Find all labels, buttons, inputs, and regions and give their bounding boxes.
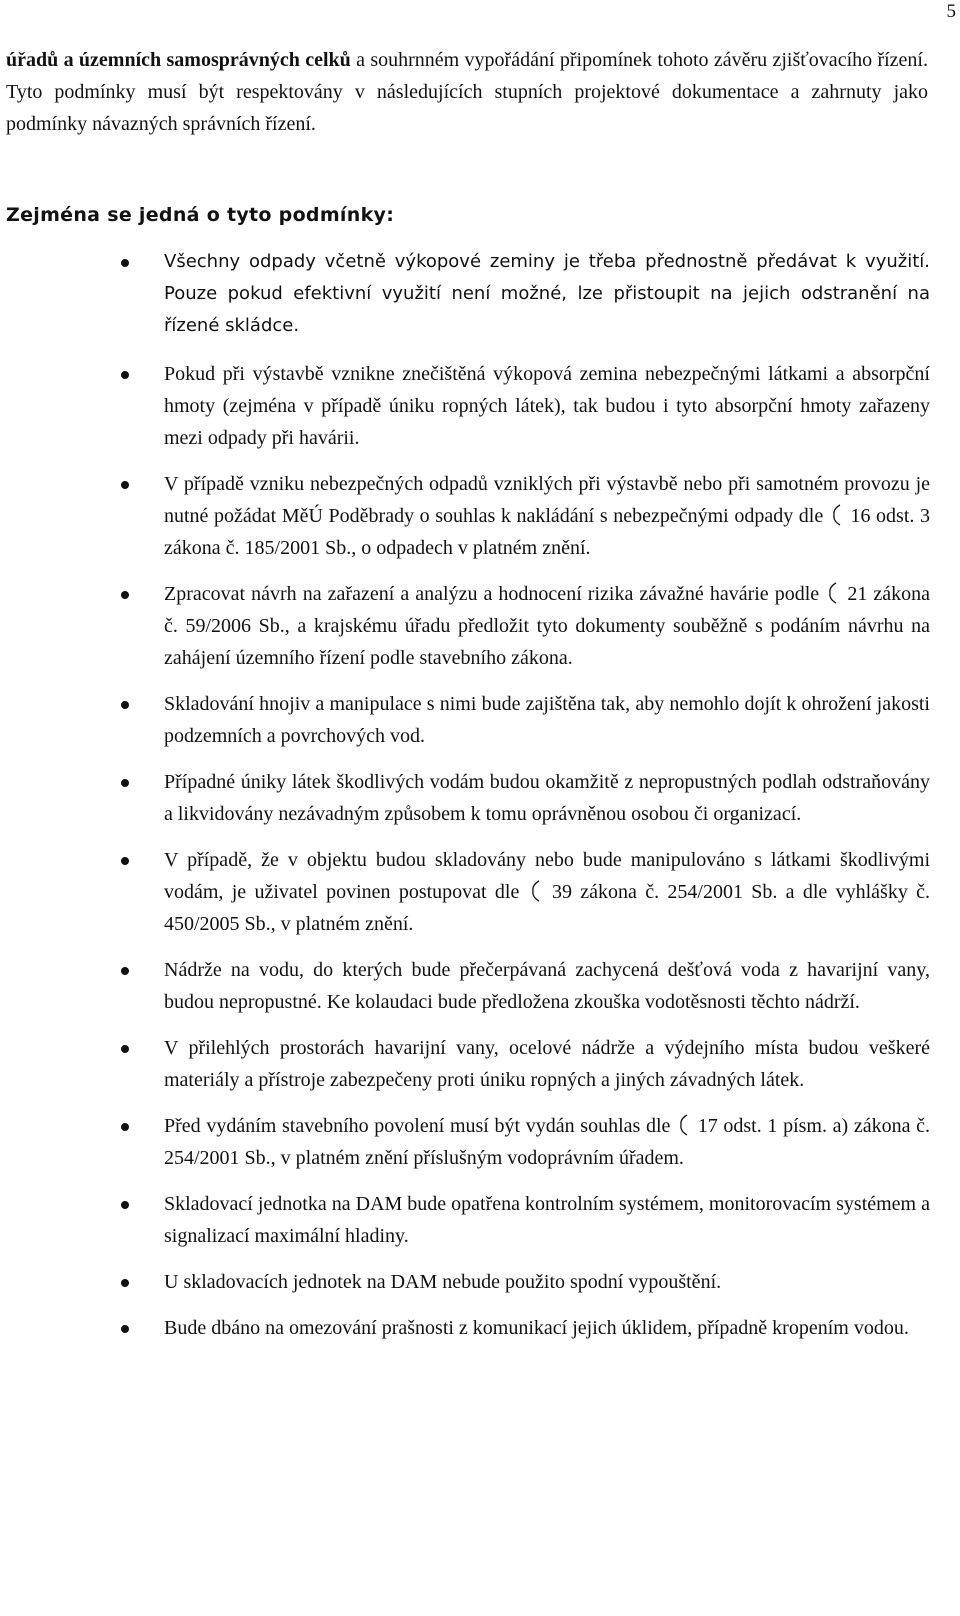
- bullet-icon: [121, 1279, 129, 1287]
- bullet-icon: [121, 259, 129, 267]
- bullet-icon: [121, 1123, 129, 1131]
- list-item: [0, 1188, 930, 1252]
- bullet-icon: [121, 481, 129, 489]
- condition-text: V případě vzniku nebezpečných odpadů vzniklých při výstavbě nebo při samotném provozu je nutné požádat MěÚ Poděbrady o souhlas k nakládání s nebezpečnými odpady dle: [164, 473, 930, 527]
- condition-text: U skladovacích jednotek na DAM nebude použito spodní vypouštění.: [164, 1271, 722, 1293]
- condition-text: 17 odst. 1 písm. a) zákona č. 254/2001 Sb., v platném znění příslušným vodoprávním úřadem.: [164, 1115, 931, 1169]
- condition-text: Zpracovat návrh na zařazení a analýzu a hodnocení rizika závažné havárie podle: [164, 583, 820, 605]
- list-item: [0, 766, 930, 830]
- list-item: [0, 358, 930, 454]
- condition-text: Nádrže na vodu, do kterých bude přečerpávaná zachycená dešťová voda z havarijní vany, budou nepropustné. Ke kolaudaci bude předložena zkouška vodotěsnosti těchto nádrží.: [164, 959, 930, 1013]
- list-item: [0, 1312, 930, 1344]
- bullet-icon: [121, 1045, 129, 1053]
- list-item: [0, 468, 930, 564]
- condition-text: Bude dbáno na omezování prašnosti z komunikací jejich úklidem, případně kropením vodou.: [164, 1317, 909, 1339]
- section-sign-icon: [678, 1112, 690, 1138]
- condition-text: Pokud při výstavbě vznikne znečištěná výkopová zemina nebezpečnými látkami a absorpční hmoty (zejména v případě úniku ropných látek), tak budou i tyto absorpční hmoty zařazeny mezi odpady při havárii.: [164, 363, 930, 449]
- conditions-heading: Zejména se jedná o tyto podmínky:: [6, 204, 395, 226]
- bullet-icon: [121, 591, 129, 599]
- condition-text: 21 zákona č. 59/2006 Sb., a krajskému úřadu předložit tyto dokumenty souběžně s podáním návrhu na zahájení územního řízení podle stavebního zákona.: [164, 583, 931, 669]
- bullet-icon: [121, 1325, 129, 1333]
- section-sign-icon: [831, 502, 843, 528]
- bullet-icon: [121, 779, 129, 787]
- condition-text: Před vydáním stavebního povolení musí být vydán souhlas dle: [164, 1115, 671, 1137]
- list-item: [0, 578, 930, 674]
- condition-text: 39 zákona č. 254/2001 Sb. a dle vyhlášky č. 450/2005 Sb., v platném znění.: [164, 881, 931, 935]
- list-item: [0, 688, 930, 752]
- condition-text: Všechny odpady včetně výkopové zeminy je třeba přednostně předávat k využití.: [164, 251, 930, 272]
- condition-text: Skladovací jednotka na DAM bude opatřena kontrolním systémem, monitorovacím systémem a signalizací maximální hladiny.: [164, 1193, 930, 1247]
- condition-text: Případné úniky látek škodlivých vodám budou okamžitě z nepropustných podlah odstraňovány a likvidovány nezávadným způsobem k tomu oprávněnou osobou či organizací.: [164, 771, 930, 825]
- condition-text: V případě, že v objektu budou skladovány nebo bude manipulováno s látkami škodlivými vodám, je uživatel povinen postupovat dle: [164, 849, 930, 903]
- section-sign-icon: [530, 878, 542, 904]
- section-sign-icon: [827, 580, 839, 606]
- list-item: [0, 954, 930, 1018]
- condition-text: V přilehlých prostorách havarijní vany, ocelové nádrže a výdejního místa budou veškeré materiály a přístroje zabezpečeny proti úniku ropných a jiných závadných látek.: [164, 1037, 930, 1091]
- list-item: [0, 844, 930, 940]
- page-number: 5: [946, 1, 956, 22]
- bullet-icon: [121, 371, 129, 379]
- bullet-icon: [121, 701, 129, 709]
- list-item: [0, 1110, 930, 1174]
- list-item: [0, 1032, 930, 1096]
- intro-bold-lead: úřadů a územních samosprávných celků: [6, 49, 351, 71]
- list-item: [0, 246, 930, 342]
- bullet-icon: [121, 1201, 129, 1209]
- condition-text: 16 odst. 3 zákona č. 185/2001 Sb., o odpadech v platném znění.: [164, 505, 930, 559]
- bullet-icon: [121, 857, 129, 865]
- conditions-list: [0, 246, 932, 1358]
- intro-text: a souhrnném vypořádání připomínek tohoto závěru zjišťovacího řízení. Tyto podmínky musí být respektovány v následujících stupních projektové dokumentace a zahrnuty jako podmínky návazných správních řízení.: [6, 49, 928, 135]
- intro-paragraph: [6, 44, 928, 140]
- list-item: [0, 1266, 930, 1298]
- condition-text: Skladování hnojiv a manipulace s nimi bude zajištěna tak, aby nemohlo dojít k ohrožení jakosti podzemních a povrchových vod.: [164, 693, 930, 747]
- condition-text: Pouze pokud efektivní využití není možné, lze přistoupit na jejich odstranění na řízené skládce.: [164, 283, 930, 336]
- bullet-icon: [121, 967, 129, 975]
